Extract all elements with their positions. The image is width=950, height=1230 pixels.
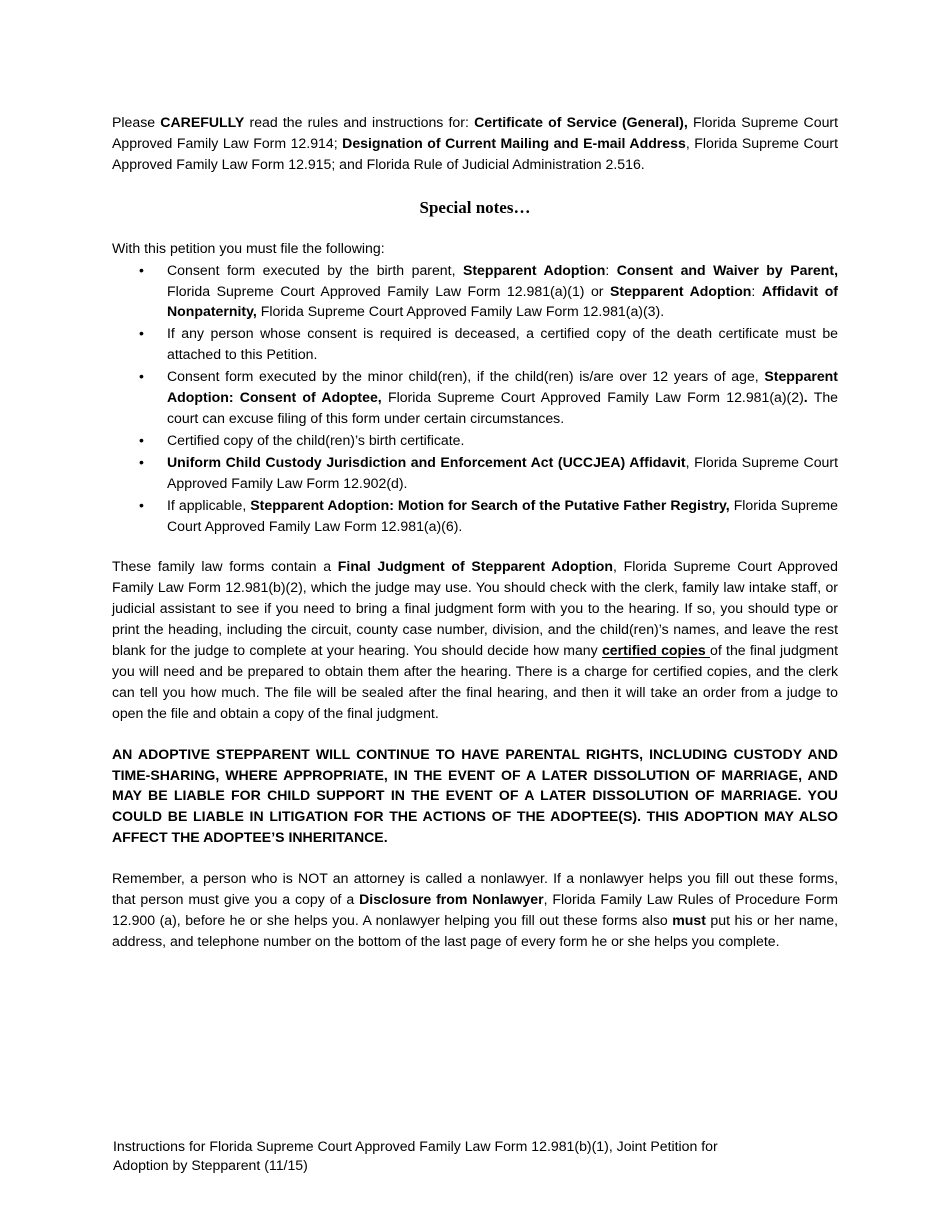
bullet-icon: • — [139, 368, 144, 385]
footer-line: Adoption by Stepparent (11/15) — [113, 1157, 308, 1173]
section-heading: Special notes… — [419, 197, 531, 217]
bullet-icon: • — [139, 496, 144, 513]
list-item: • Certified copy of the child(ren)’s birth certificate. — [112, 430, 838, 451]
requirements-list — [112, 260, 838, 537]
list-item: • Consent form executed by the minor child(ren), if the child(ren) is/are over 12 years of age, Stepparent Adoption: Consent of Adoptee, Florida Supreme Court Approved Family Law Form 12.981(a)(2). The court can excuse filing of this form under certain circumstances. — [139, 368, 838, 426]
intro-text: , Florida Supreme Court Approved Family Law Form 12.915; and Florida Rule of Judicial Administration 2.516. — [112, 134, 838, 172]
final-judgment-paragraph: These family law forms contain a Final Judgment of Stepparent Adoption, Florida Supreme Court Approved Family Law Form 12.981(b)(2), which the judge may use. You should check with the clerk, family law intake staff, or judicial assistant to see if you need to bring a final judgment form with you to the hearing. If so, you should type or print the heading, including the circuit, county case number, division, and the child(ren)’s names, and leave the rest blank for the judge to complete at your hearing. You should decide how many certified copies of the final judgment you will need and be prepared to obtain them after the hearing. There is a charge for certified copies, and the clerk can tell you how much. The file will be sealed after the final hearing, and then it will take an order from a judge to open the file and obtain a copy of the final judgment. — [112, 558, 838, 721]
page-footer — [113, 1137, 833, 1175]
list-item: • If applicable, Stepparent Adoption: Motion for Search of the Putative Father Registry, Florida Supreme Court Approved Family Law Form 12.981(a)(6). — [139, 496, 838, 534]
footer-line: Instructions for Florida Supreme Court Approved Family Law Form 12.981(b)(1), Joint Petition for — [113, 1138, 718, 1154]
intro-bold: CAREFULLY — [160, 114, 245, 130]
intro-paragraph — [112, 112, 838, 175]
intro-text: read the rules and instructions for: — [244, 114, 475, 130]
intro-text: Please — [112, 114, 161, 130]
warning-paragraph: AN ADOPTIVE STEPPARENT WILL CONTINUE TO HAVE PARENTAL RIGHTS, INCLUDING CUSTODY AND TIME-SHARING, WHERE APPROPRIATE, IN THE EVENT OF A LATER DISSOLUTION OF MARRIAGE, AND MAY BE LIABLE FOR CHILD SUPPORT IN THE EVENT OF A LATER DISSOLUTION OF MARRIAGE. YOU COULD BE LIABLE IN LITIGATION FOR THE ACTIONS OF THE ADOPTEE(S). THIS ADOPTION MAY ALSO AFFECT THE ADOPTEE’S INHERITANCE. — [112, 745, 838, 846]
document-page — [112, 112, 838, 952]
bullet-icon: • — [139, 261, 144, 278]
list-item: • If any person whose consent is required is deceased, a certified copy of the death certificate must be attached to this Petition. — [139, 325, 838, 363]
intro-bold: Certificate of Service (General), — [474, 114, 688, 130]
bullet-icon: • — [139, 325, 144, 342]
intro-text: Florida Supreme Court Approved Family Law Form 12.914; — [112, 114, 839, 151]
list-item: • Consent form executed by the birth parent, Stepparent Adoption: Consent and Waiver by Parent, Florida Supreme Court Approved Family Law Form 12.981(a)(1) or Stepparent Adoption: Affidavit of Nonpaternity, Florida Supreme Court Approved Family Law Form 12.981(a)(3). — [139, 261, 838, 320]
bullet-icon: • — [139, 431, 144, 448]
nonlawyer-paragraph: Remember, a person who is NOT an attorney is called a nonlawyer. If a nonlawyer helps you fill out these forms, that person must give you a copy of a Disclosure from Nonlawyer, Florida Family Law Rules of Procedure Form 12.900 (a), before he or she helps you. A nonlawyer helping you fill out these forms also must put his or her name, address, and telephone number on the bottom of the last page of every form he or she helps you complete. — [112, 870, 838, 949]
certified-copies-emphasis: certified copies — [601, 642, 710, 659]
list-lead: With this petition you must file the following: — [112, 239, 385, 256]
bullet-icon: • — [139, 453, 144, 470]
list-item: • Uniform Child Custody Jurisdiction and Enforcement Act (UCCJEA) Affidavit, Florida Supreme Court Approved Family Law Form 12.902(d). — [139, 453, 838, 491]
intro-bold: Designation of Current Mailing and E-mail Address — [342, 134, 686, 151]
